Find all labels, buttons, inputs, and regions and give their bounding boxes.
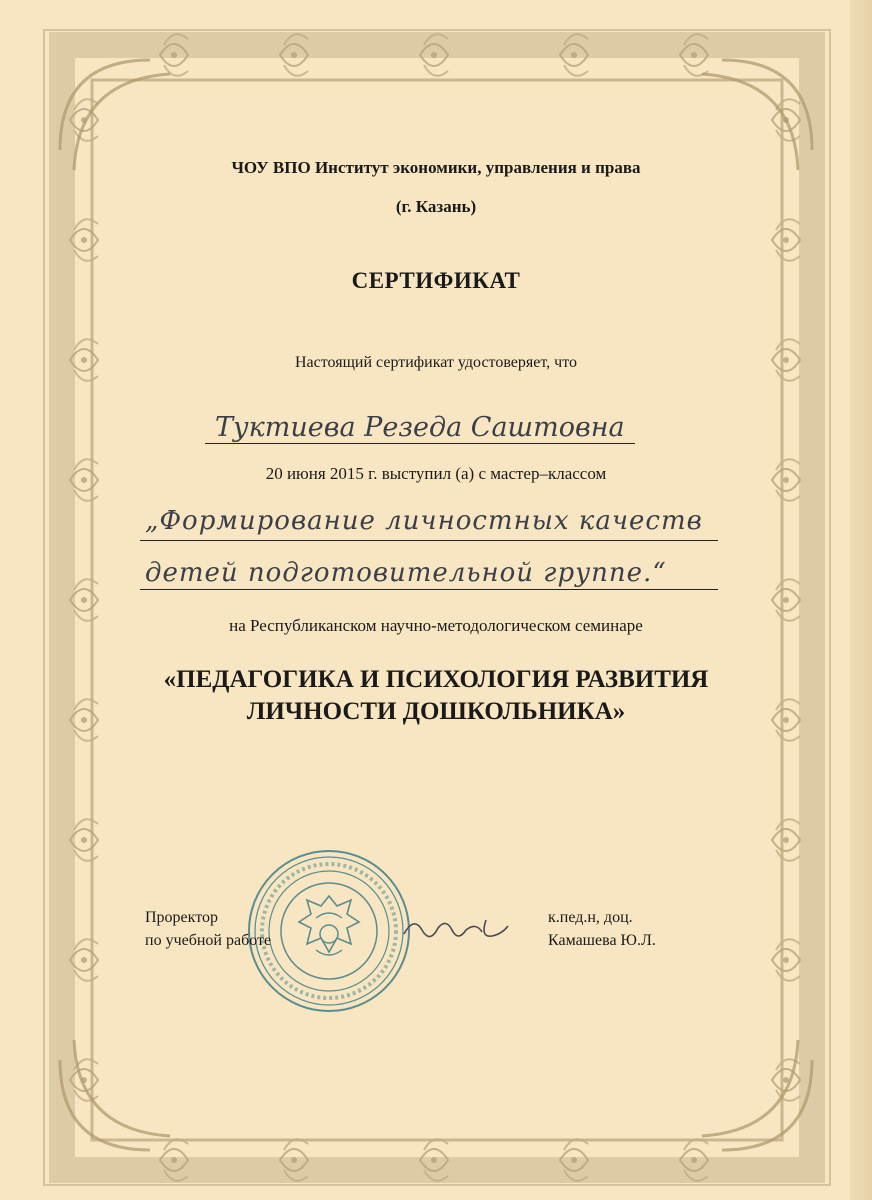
topic-underline-1	[140, 540, 718, 541]
signatory-position-line-2: по учебной работе	[145, 932, 272, 949]
seminar-title-line-2: ЛИЧНОСТИ ДОШКОЛЬНИКА»	[246, 698, 626, 725]
institution-seal	[246, 848, 412, 1014]
signatory-name: Камашева Ю.Л.	[548, 932, 656, 949]
participant-name: Туктиева Резеда Саштовна	[215, 412, 625, 443]
rector-signature	[400, 910, 510, 946]
seminar-text: на Республиканском научно-методологическом семинаре	[229, 616, 643, 635]
topic-underline-2	[140, 589, 718, 590]
certificate-title: СЕРТИФИКАТ	[351, 268, 521, 293]
signatory-position-line-1: Проректор	[145, 909, 218, 926]
signatory-degree: к.пед.н, доц.	[548, 909, 633, 926]
certifies-text: Настоящий сертификат удостоверяет, что	[295, 354, 577, 371]
masterclass-topic-line-1: „Формирование личностных качеств	[145, 506, 703, 536]
seminar-title-line-1: «ПЕДАГОГИКА И ПСИХОЛОГИЯ РАЗВИТИЯ	[163, 666, 709, 693]
institution-city: (г. Казань)	[395, 197, 477, 216]
institution-name: ЧОУ ВПО Институт экономики, управления и права	[231, 158, 641, 177]
masterclass-topic-line-2: детей подготовительной группе.“	[145, 558, 667, 588]
performance-text: 20 июня 2015 г. выступил (а) с мастер–классом	[265, 464, 607, 483]
name-underline	[205, 443, 635, 444]
